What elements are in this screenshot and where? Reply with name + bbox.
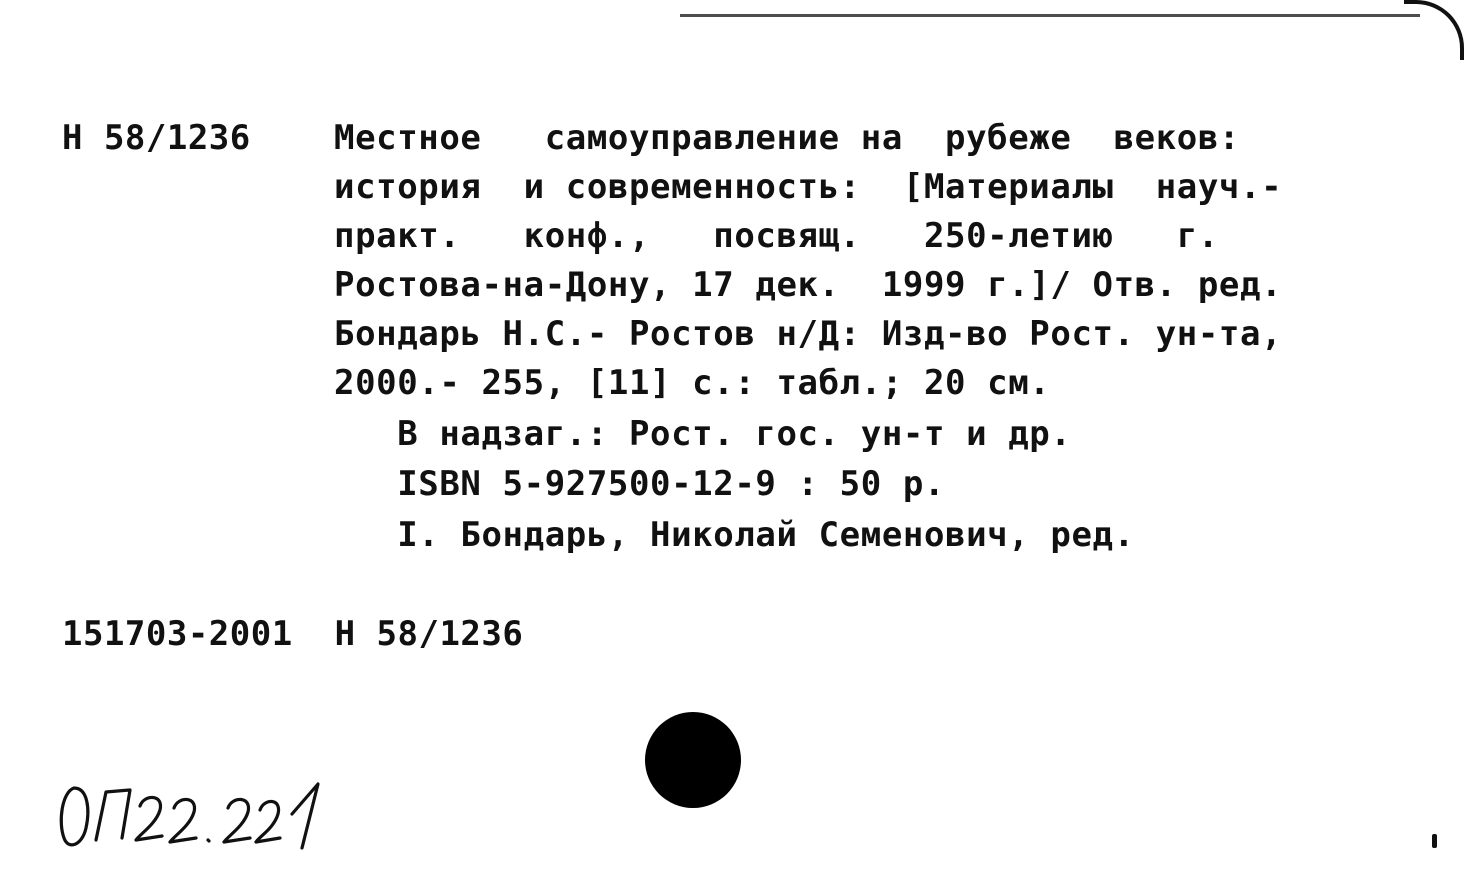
card-top-edge bbox=[680, 14, 1420, 17]
description-line-6: 2000.- 255, [11] с.: табл.; 20 см. bbox=[334, 363, 1051, 403]
description-line-3: практ. конф., посвящ. 250-летию г. bbox=[334, 216, 1219, 256]
description-line-7: В надзаг.: Рост. гос. ун-т и др. bbox=[334, 414, 1072, 454]
description-line-5: Бондарь Н.С.- Ростов н/Д: Изд-во Рост. ун-та, bbox=[334, 314, 1283, 354]
description-line-1: Местное самоуправление на рубеже веков: bbox=[334, 118, 1240, 158]
description-line-4: Ростова-на-Дону, 17 дек. 1999 г.]/ Отв. ред. bbox=[334, 265, 1283, 305]
description-line-2: история и современность: [Материалы науч.- bbox=[334, 167, 1283, 207]
ink-speck bbox=[1432, 834, 1437, 848]
call-number: Н 58/1236 bbox=[62, 118, 251, 158]
card-corner bbox=[1404, 0, 1464, 60]
description-line-8: ISBN 5-927500-12-9 : 50 р. bbox=[334, 464, 946, 504]
inventory-line: 151703-2001 Н 58/1236 bbox=[62, 614, 524, 654]
handwritten-shelfmark bbox=[56, 770, 346, 860]
punch-hole bbox=[645, 712, 741, 808]
description-line-9: I. Бондарь, Николай Семенович, ред. bbox=[334, 515, 1135, 555]
